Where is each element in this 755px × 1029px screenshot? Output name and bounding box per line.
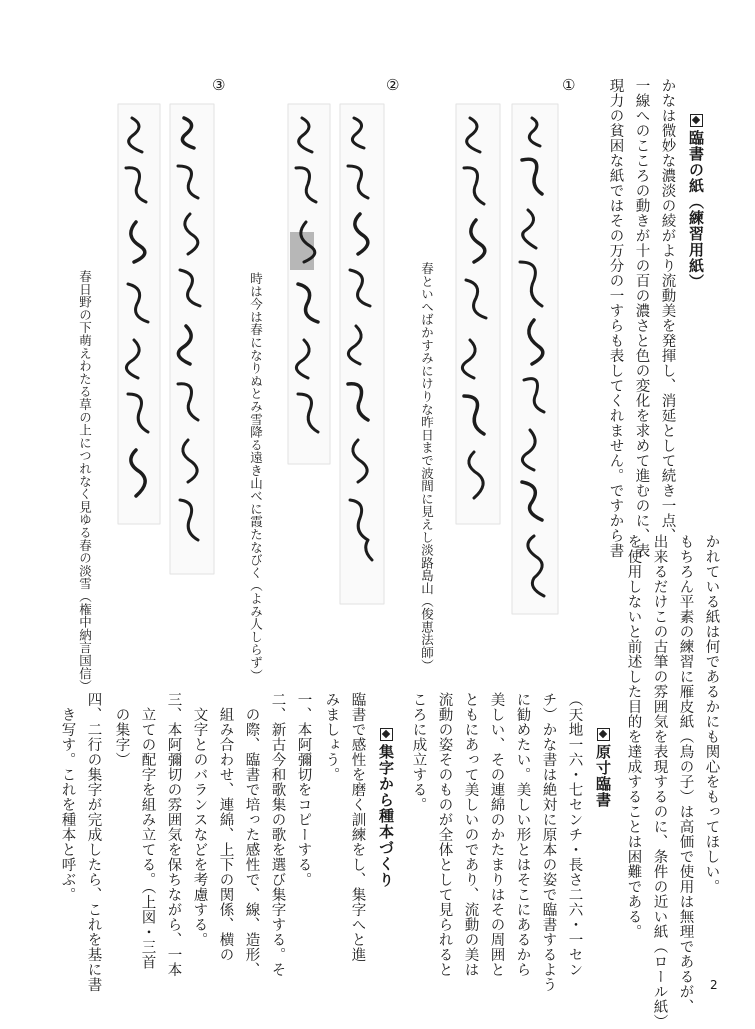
intro-line-2: もちろん平素の練習に雁皮紙（鳥の子）は高価で使用は無理であるが、 <box>677 534 694 1014</box>
section-title-seed-making: 集字から種本づくり <box>376 690 415 888</box>
example-caption-3: 春日野の下萌えわたる草の上につれなく見ゆる春の淡雪（権中納言国信） <box>77 270 93 693</box>
example-caption-2: 時は今は春になりぬとみ雪降る遠き山べに霞たなびく（よみ人しらず） <box>248 272 264 682</box>
section-marker-icon <box>597 728 610 741</box>
seed-making-line-2: みましょう。 <box>323 692 340 782</box>
seed-making-line-9: 立ての配字を組み立てる。（上図・三首 <box>139 692 156 970</box>
original-size-line-6: 流動の姿そのものが全体として見られると <box>436 692 453 977</box>
seed-making-line-4: 二、新古今和歌集の歌を選び集字する。そ <box>269 692 286 977</box>
example-number-3: ③ <box>212 76 226 94</box>
practice-paper-line-3: 現力の貧困な紙ではその万分の一すらも表してくれません。ですから書 <box>607 78 624 558</box>
original-size-line-7: ころに成立する。 <box>410 692 427 812</box>
section-marker-icon <box>380 728 393 741</box>
practice-paper-line-2: 一線へのこころの動きが十の百の濃さと色の変化を求めて進むのに、表 <box>633 78 650 558</box>
original-size-line-5: ともにあって美しいのであり、流動の美は <box>462 692 479 977</box>
section-marker-icon <box>690 114 703 127</box>
example-caption-1: 春といへばかすみにけりな昨日まで波間に見えし淡路島山（俊恵法師） <box>419 262 435 672</box>
intro-line-4: を使用しないと前述した目的を達成することは困難である。 <box>625 534 642 939</box>
section-title-practice-paper: 臨書の紙（練習用紙） <box>686 76 725 290</box>
seed-making-line-12: き写す。これを種本と呼ぶ。 <box>59 692 76 902</box>
seed-making-line-10: の集字） <box>113 692 130 767</box>
seed-making-line-3: 一、本阿彌切をコピーする。 <box>295 692 312 887</box>
intro-line-1: かれている紙は何であるかにも関心をもってほしい。 <box>703 534 720 894</box>
intro-line-3: 出来るだけこの古筆の雰囲気を表現するのに、条件の近い紙（ロール紙） <box>651 534 668 1029</box>
original-size-line-2: チ）かな書は絶対に原本の姿で臨書するよう <box>540 692 557 992</box>
page-number: 2 <box>710 978 718 992</box>
example-number-2: ② <box>386 76 400 94</box>
original-size-line-1: （天地一六・七センチ・長さ二六・一セン <box>566 692 583 977</box>
seed-making-line-11: 四、二行の集字が完成したら、これを基に書 <box>85 692 102 992</box>
practice-paper-line-1: かなは微妙な濃淡の綾がより流動美を発揮し、消延として続き一点、 <box>659 78 676 543</box>
seed-making-line-8: 三、本阿彌切の雰囲気を保ちながら、一本 <box>165 692 182 977</box>
original-size-line-3: に勧めたい。美しい形とはそこにあるから <box>514 692 531 977</box>
seed-making-line-1: 臨書で感性を磨く訓練をし、集字へと進 <box>349 692 366 962</box>
seed-making-line-7: 文字とのバランスなどを考慮する。 <box>191 692 208 947</box>
seed-making-line-5: の際、臨書で培った感性で、線、造形、 <box>243 692 260 977</box>
section-title-original-size: 原寸臨書 <box>593 690 632 808</box>
original-size-line-4: 美しい、その連綿のかたまりはその周囲と <box>488 692 505 977</box>
seed-making-line-6: 組み合わせ、連綿、上下の関係、横の <box>217 692 234 962</box>
example-number-1: ① <box>562 76 576 94</box>
